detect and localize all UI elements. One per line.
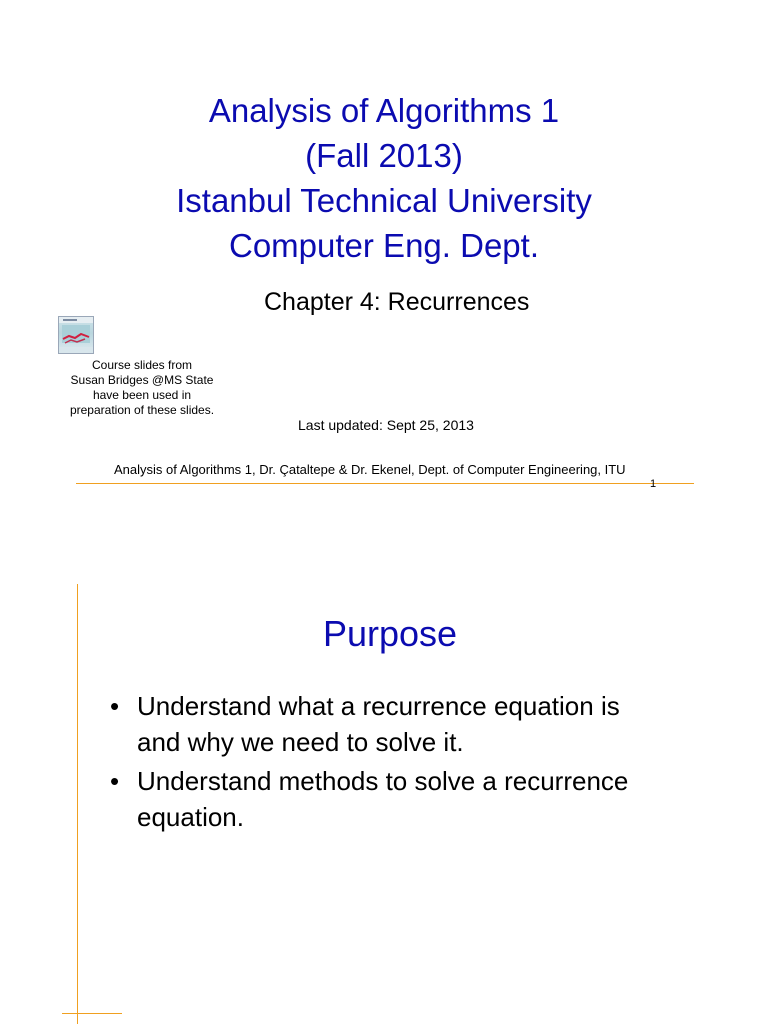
chapter-heading: Chapter 4: Recurrences: [264, 288, 530, 316]
credit-note: [56, 358, 228, 418]
page-number: 1: [650, 478, 657, 490]
title-line: Analysis of Algorithms 1: [208, 92, 560, 129]
footer-divider: [76, 483, 694, 484]
last-updated: Last updated: Sept 25, 2013: [298, 417, 474, 433]
slide-bottom-rule: [62, 1013, 122, 1014]
slide-title: [0, 88, 768, 268]
credit-line: Course slides from: [91, 358, 193, 372]
credit-line: have been used in: [92, 388, 192, 402]
bullet-item: • Understand what a recurrence equation is and why we need to solve it.: [110, 688, 670, 760]
title-line: (Fall 2013): [305, 137, 463, 174]
bullet-item: • Understand methods to solve a recurrence equation.: [110, 763, 670, 835]
slide2-title: Purpose: [322, 613, 458, 654]
credit-line: Susan Bridges @MS State: [70, 373, 214, 387]
title-line: Istanbul Technical University: [176, 182, 592, 219]
bullet-list: [110, 688, 670, 838]
credit-line: preparation of these slides.: [69, 403, 215, 417]
title-line: Computer Eng. Dept.: [229, 227, 539, 264]
book-cover-icon: [59, 317, 93, 353]
slide-footer: Analysis of Algorithms 1, Dr. Çataltepe & Dr. Ekenel, Dept. of Computer Engineering, ITU: [114, 462, 626, 477]
book-cover-image: [58, 316, 94, 354]
